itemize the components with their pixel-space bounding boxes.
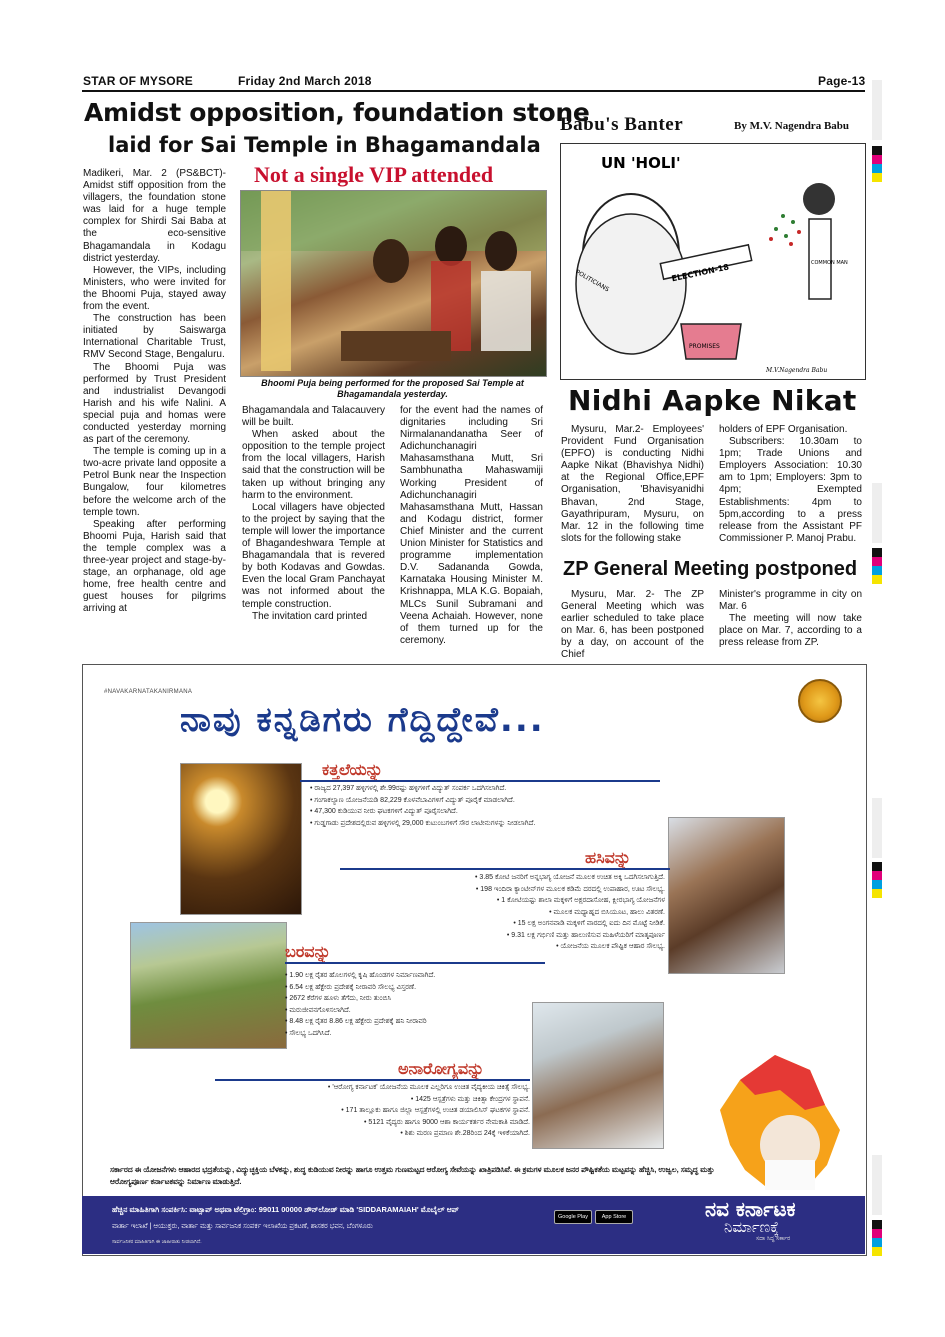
paragraph: However, the VIPs, including Ministers, who were invited for the Bhoomi Puja, stayed away from the event. (83, 264, 226, 313)
paragraph: Mysuru, Mar.2- Employees' Provident Fund Organisation (EPFO) is conducting Nidhi Aapke Nikat (Bhavishya Nidhi) at the Regional Office,EPF Organisation, 'Bhavisyanidhi Bhavan, 2nd Stage, Gayathripuram, Mysuru, on Mar. 12 in the following time slots for the following stake (561, 424, 704, 544)
issue-date: Friday 2nd March 2018 (238, 74, 372, 88)
political-cartoon (560, 143, 866, 380)
health-checkup-photo (532, 1002, 664, 1149)
paragraph: holders of EPF Organisation. (719, 424, 848, 435)
nidhi-headline: Nidhi Aapke Nikat (568, 384, 857, 417)
lead-headline-1: Amidst opposition, foundation stone (84, 98, 590, 127)
section-darkness-list (310, 783, 535, 829)
ad-bullet: • ರಾಜ್ಯದ 27,397 ಹಳ್ಳಿಗಳಲ್ಲಿ ಶೇ.99ರಷ್ಟು ಹಳ್ಳಿಗಳಿಗೆ ವಿದ್ಯುತ್ ಸಂಪರ್ಕ ಒದಗಿಸಲಾಗಿದೆ. (310, 785, 507, 792)
child-reading-photo (180, 763, 302, 915)
paragraph: Madikeri, Mar. 2 (PS&BCT)- Amidst stiff opposition from the villagers, the foundation stone was laid for a huge temple complex for Shirdi Sai Baba at the eco-sensitive Bhagamandala in Kodagu district yesterday. (83, 168, 226, 264)
ad-bullet: • 1.90 ಲಕ್ಷ ರೈತರ ಹೊಲಗಳಲ್ಲಿ ಕೃಷಿ ಹೊಂಡಗಳ ನಿರ್ಮಾಣವಾಗಿದೆ. (285, 972, 436, 979)
ad-bullet: • ಸೌಲಭ್ಯ ಒದಗಿಸಿದೆ. (285, 1029, 332, 1037)
zp-column-2 (719, 589, 862, 649)
color-bar (872, 146, 882, 182)
ad-bullet: • 171 ತಾಲ್ಲೂಕು ಹಾಗೂ ಜಿಲ್ಲಾ ಆಸ್ಪತ್ರೆಗಳಲ್ಲಿ ಉಚಿತ ಡಯಾಲಿಸಿಸ್ ಘಟಕಗಳ ಸ್ಥಾಪನೆ. (341, 1107, 530, 1114)
print-mark (872, 798, 882, 858)
cartoon-label-election: ELECTION-18 (670, 262, 730, 284)
ad-bullet: • 1425 ಆಸ್ಪತ್ರೆಗಳು ಮತ್ತು ಚಿಕಿತ್ಸಾ ಕೇಂದ್ರಗಳ ಸ್ಥಾಪನೆ. (410, 1095, 530, 1103)
section-divider (300, 780, 660, 782)
cartoon-label-holi: UN 'HOLI' (601, 154, 681, 172)
lead-subhead: Not a single VIP attended (254, 162, 494, 187)
zp-headline: ZP General Meeting postponed (563, 558, 858, 580)
lead-column-3 (400, 405, 543, 647)
ad-bullet: • ಮೂಲಕ ಮಧ್ಯಾಹ್ನದ ಬಿಸಿಯೂಟ, ಹಾಲು ವಿತರಣೆ. (549, 908, 665, 916)
ad-disclaimer: ಸಾರ್ವಜನಿಕರ ಮಾಹಿತಿಗಾಗಿ ಈ ಜಾಹೀರಾತು ನೀಡಲಾಗಿದೆ. (112, 1239, 202, 1245)
cartoon-label-promises: PROMISES (689, 343, 720, 350)
paragraph: Local villagers have objected to the project by saying that the temple will lower the importance of Bhagandeshwara Temple at Bhagamandala that is revered by both Kodavas and Gowdas. Even the local Gram Panchayat was not informed about the temple construction. (242, 501, 385, 610)
header-rule (82, 90, 865, 92)
brand-nirmanakke: ನಿರ್ಮಾಣಕ್ಕೆ (724, 1218, 780, 1236)
ad-bullet: • 8.48 ಲಕ್ಷ ರೈತರ 8.86 ಲಕ್ಷ ಹೆಕ್ಟೇರು ಪ್ರದೇಶಕ್ಕೆ ಹನಿ ನೀರಾವರಿ (285, 1018, 427, 1025)
nidhi-column-1 (561, 424, 704, 545)
boy-eating-photo (668, 817, 785, 974)
color-bar (872, 548, 882, 584)
bhoomi-puja-photo (240, 190, 547, 377)
paragraph: Speaking after performing Bhoomi Puja, Harish said that the temple complex was a three-year project and stage-by-stage, an orphanage, old age home, free health centre and guest houses for pilgrims arriving at (83, 518, 226, 615)
ad-bullet: • 3.85 ಕೋಟಿ ಜನರಿಗೆ ಅನ್ನಭಾಗ್ಯ ಯೋಜನೆ ಮೂಲಕ ಉಚಿತ ಅಕ್ಕಿ ಒದಗಿಸಲಾಗುತ್ತಿದೆ. (475, 874, 665, 881)
ad-bullet: • 5121 ವೈದ್ಯರು ಹಾಗೂ 9000 ಆಶಾ ಕಾರ್ಯಕರ್ತರ ನೇಮಕಾತಿ ಮಾಡಿದೆ. (364, 1118, 530, 1126)
paragraph: Bhagamandala and Talacauvery will be built. (242, 405, 385, 429)
section-hunger-list (340, 872, 665, 953)
google-play-badge[interactable]: Google Play (554, 1210, 592, 1224)
ad-bullet: • 6.54 ಲಕ್ಷ ಹೆಕ್ಟೇರು ಪ್ರದೇಶಕ್ಕೆ ನೀರಾವರಿ ಸೌಲಭ್ಯ ವಿಸ್ತರಣೆ. (285, 983, 417, 991)
section-illness-list (215, 1082, 530, 1140)
farmer-field-photo (130, 922, 287, 1049)
ad-bullet: • ಶಿಶು ಮರಣ ಪ್ರಮಾಣ ಶೇ.28ರಿಂದ 24ಕ್ಕೆ ಇಳಿಕೆಯಾಗಿದೆ. (400, 1130, 530, 1137)
ad-bullet: • ಯೋಜನೆಯ ಮೂಲಕ ಪೌಷ್ಟಿಕ ಆಹಾರ ಸೌಲಭ್ಯ. (556, 943, 665, 950)
paragraph: Minister's programme in city on Mar. 6 (719, 589, 862, 613)
nidhi-column-2 (719, 424, 862, 545)
cartoon-title: Babu's Banter (560, 114, 684, 135)
section-divider (285, 962, 545, 964)
paragraph: The temple is coming up in a two-acre private land opposite a Petrol Bunk near the Inspection Bungalow, four kilometres before the welcome arch of the temple town. (83, 446, 226, 518)
section-darkness-heading: ಕತ್ತಲೆಯನ್ನು (322, 760, 383, 779)
ad-bullet: • ಮರುಜೀವನಗೊಳಿಸಲಾಗಿದೆ. (285, 1006, 351, 1014)
ad-contact-line: ಹೆಚ್ಚಿನ ಮಾಹಿತಿಗಾಗಿ ಸಂಪರ್ಕಿಸಿ: ವಾಟ್ಸಾಪ್ ಅಥವಾ ಟೆಲಿಗ್ರಾಂ: 99011 00000 ಡೌನ್‌ಲೋಡ್ ಮಾಡಿ 'SIDDARAMAIAH' ಮೊಬೈಲ್ ಆಪ್ (112, 1205, 459, 1214)
page-number: Page-13 (818, 74, 866, 88)
ad-bullet: • 'ಆರೋಗ್ಯ ಕರ್ನಾಟಕ' ಯೋಜನೆಯ ಮೂಲಕ ಎಲ್ಲರಿಗೂ ಉಚಿತ ವೈದ್ಯಕೀಯ ಚಿಕಿತ್ಸೆ ಸೌಲಭ್ಯ. (327, 1084, 530, 1091)
app-store-badge[interactable]: App Store (595, 1210, 633, 1224)
lead-column-1 (83, 168, 226, 615)
lead-headline-2: laid for Sai Temple in Bhagamandala (108, 133, 541, 157)
section-divider (215, 1079, 530, 1081)
cartoon-byline: By M.V. Nagendra Babu (734, 120, 850, 132)
paragraph: The Bhoomi Puja was performed by Trust President and industrialist Devangodi Harish and his wife Nalini. A special puja and homas were conducted yesterday morning as part of the ceremony. (83, 361, 226, 446)
ad-bullet: • ಗುಡ್ಡಗಾಡು ಪ್ರದೇಶದಲ್ಲಿರುವ ಹಳ್ಳಿಗಳಲ್ಲಿ 29,000 ಕುಟುಂಬಗಳಿಗೆ ಸೌರ ಲಾಟೀನುಗಳನ್ನು ನೀಡಲಾಗಿದೆ. (310, 819, 536, 827)
ad-bullet: • 47,300 ಕುಡಿಯುವ ನೀರು ಘಟಕಗಳಿಗೆ ವಿದ್ಯುತ್ ಪೂರೈಸಲಾಗಿದೆ. (310, 808, 458, 815)
brand-tagline: ಸದಾ ಸಿದ್ಧ ಸರ್ಕಾರ (756, 1236, 791, 1242)
cartoon-label-politicians: POLITICIANS (574, 268, 611, 294)
color-bar (872, 862, 882, 898)
paragraph: Subscribers: 10.30am to 1pm; Trade Unions and Employers Association: 10.30 am to 1pm; Employers: 3pm to 4pm; Exempted Establishments: 4pm to 5pm,according to a press release from the Assistant PF Commissioner P. Manoj Prabu. (719, 436, 862, 544)
ad-bullet: • ಗಂಗಾಕಲ್ಯಾಣ ಯೋಜನೆಯಡಿ 82,229 ಕೊಳವೆಬಾವಿಗಳಿಗೆ ವಿದ್ಯುತ್ ಪೂರೈಕೆ ಮಾಡಲಾಗಿದೆ. (310, 796, 515, 804)
paper-name: STAR OF MYSORE (83, 74, 193, 88)
print-mark (872, 1155, 882, 1215)
color-bar (872, 1220, 882, 1256)
cartoon-label-common-man: COMMON MAN (811, 260, 848, 266)
paragraph: When asked about the opposition to the temple project from the local villagers, Harish said that the construction will be taken up without bringing any harm to the environment. (242, 429, 385, 501)
paragraph: The construction has been initiated by Saiswarga International Charitable Trust, RMV Second Stage, Bengaluru. (83, 313, 226, 361)
cartoon-signature: M.V.Nagendra Babu (766, 367, 828, 374)
section-divider (340, 868, 670, 870)
brand-nava-karnataka: ನವ ಕರ್ನಾಟಕ (705, 1197, 796, 1221)
ad-bullet: • 1 ಕೋಟಿಯಷ್ಟು ಶಾಲಾ ಮಕ್ಕಳಿಗೆ ಅಕ್ಷರದಾಸೋಹ, ಕ್ಷೀರಭಾಗ್ಯ ಯೋಜನೆಗಳ (496, 897, 665, 904)
print-mark (872, 483, 882, 543)
photo-caption: Bhoomi Puja being performed for the proposed Sai Temple at Bhagamandala yesterday. (261, 378, 524, 399)
lead-column-2 (242, 405, 385, 623)
paragraph: Mysuru, Mar. 2- The ZP General Meeting which was earlier scheduled to take place on Mar. 6, has been postponed by a day, on account of the Chief (561, 589, 704, 661)
ad-bullet: • 2672 ಕೆರೆಗಳ ಹೂಳು ತೆಗೆದು, ನೀರು ತುಂಬಿಸಿ (285, 995, 392, 1002)
ad-bullet: • 9.31 ಲಕ್ಷ ಗರ್ಭಿಣಿ ಮತ್ತು ಹಾಲುಣಿಸುವ ಮಹಿಳೆಯರಿಗೆ ಮಾತೃಪೂರ್ಣ (506, 931, 665, 939)
section-hunger-heading: ಹಸಿವನ್ನು (585, 848, 632, 867)
ad-title: ನಾವು ಕನ್ನಡಿಗರು ಗೆದ್ದಿದ್ದೇವೆ... (180, 700, 545, 740)
ad-footer-text: ಸರ್ಕಾರದ ಈ ಯೋಜನೆಗಳು ಆಹಾರದ ಭದ್ರತೆಯನ್ನು, ವಿದ್ಯುಚ್ಛಕ್ತಿಯ ಬೆಳಕನ್ನು, ಶುದ್ಧ ಕುಡಿಯುವ ನೀರನ್ನು ಹಾಗೂ ಉತ್ತಮ ಗುಣಮಟ್ಟದ ಆರೋಗ್ಯ ಸೇವೆಯನ್ನು ಖಾತ್ರಿಪಡಿಸಿವೆ. ಈ ಕ್ರಮಗಳ ಮೂಲಕ ಜನರ ಪೌಷ್ಟಿಕತೆಯ ಮಟ್ಟವನ್ನು ಹೆಚ್ಚಿಸಿ, ಉಜ್ವಲ, ಸಮೃದ್ಧ ಮತ್ತು ಆರೋಗ್ಯಪೂರ್ಣ ಕರ್ನಾಟಕವನ್ನು ನಿರ್ಮಾಣ ಮಾಡುತ್ತಿದೆ. (110, 1165, 715, 1186)
paragraph: The meeting will now take place on Mar. 7, according to a press release from ZP. (719, 613, 862, 649)
ad-department-line: ವಾರ್ತಾ ಇಲಾಖೆ | ಆಯುಕ್ತರು, ವಾರ್ತಾ ಮತ್ತು ಸಾರ್ವಜನಿಕ ಸಂಪರ್ಕ ಇಲಾಖೆಯ ಪ್ರಕಟಣೆ, ಶಾಸಕರ ಭವನ, ಬೆಂಗಳೂರು (112, 1223, 373, 1230)
ad-bullet: • 198 ಇಂದಿರಾ ಕ್ಯಾಂಟೀನ್‌ಗಳ ಮೂಲಕ ಕಡಿಮೆ ದರದಲ್ಲಿ ಉಪಾಹಾರ, ಊಟ ಸೌಲಭ್ಯ. (475, 885, 665, 893)
karnataka-map-icon (715, 1050, 845, 1195)
section-illness-heading: ಅನಾರೋಗ್ಯವನ್ನು (398, 1059, 485, 1078)
paragraph: for the event had the names of dignitaries including Sri Nirmalanandanatha Seer of Adichunchanagiri Mahasamsthana Mutt, Sri Sambhunatha Mahaswamiji Working President of Adichunchanagiri Mahasamsthana Mutt, Hassan and Kodagu district, former Chief Minister and the current Union Minister for Statistics and programme implementation D.V. Sadananda Gowda, Karnataka Housing Minister M. Krishnappa, MLA K.G. Bopaiah, MLCs Sunil Subramani and Veena Achaiah. However, none of them turned up for the ceremony. (400, 405, 543, 646)
section-drought-list (285, 970, 435, 1039)
print-mark (872, 80, 882, 140)
ad-bullet: • 15 ಲಕ್ಷ ಅಂಗನವಾಡಿ ಮಕ್ಕಳಿಗೆ ವಾರದಲ್ಲಿ ಐದು ದಿನ ಮೊಟ್ಟೆ ನೀಡಿಕೆ. (513, 920, 665, 927)
zp-column-1 (561, 589, 704, 662)
karnataka-emblem-icon (798, 679, 842, 723)
section-drought-heading: ಬರವನ್ನು (285, 942, 331, 961)
ad-hashtag: #NAVAKARNATAKANIRMANA (104, 689, 193, 695)
paragraph: The invitation card printed (252, 610, 368, 622)
